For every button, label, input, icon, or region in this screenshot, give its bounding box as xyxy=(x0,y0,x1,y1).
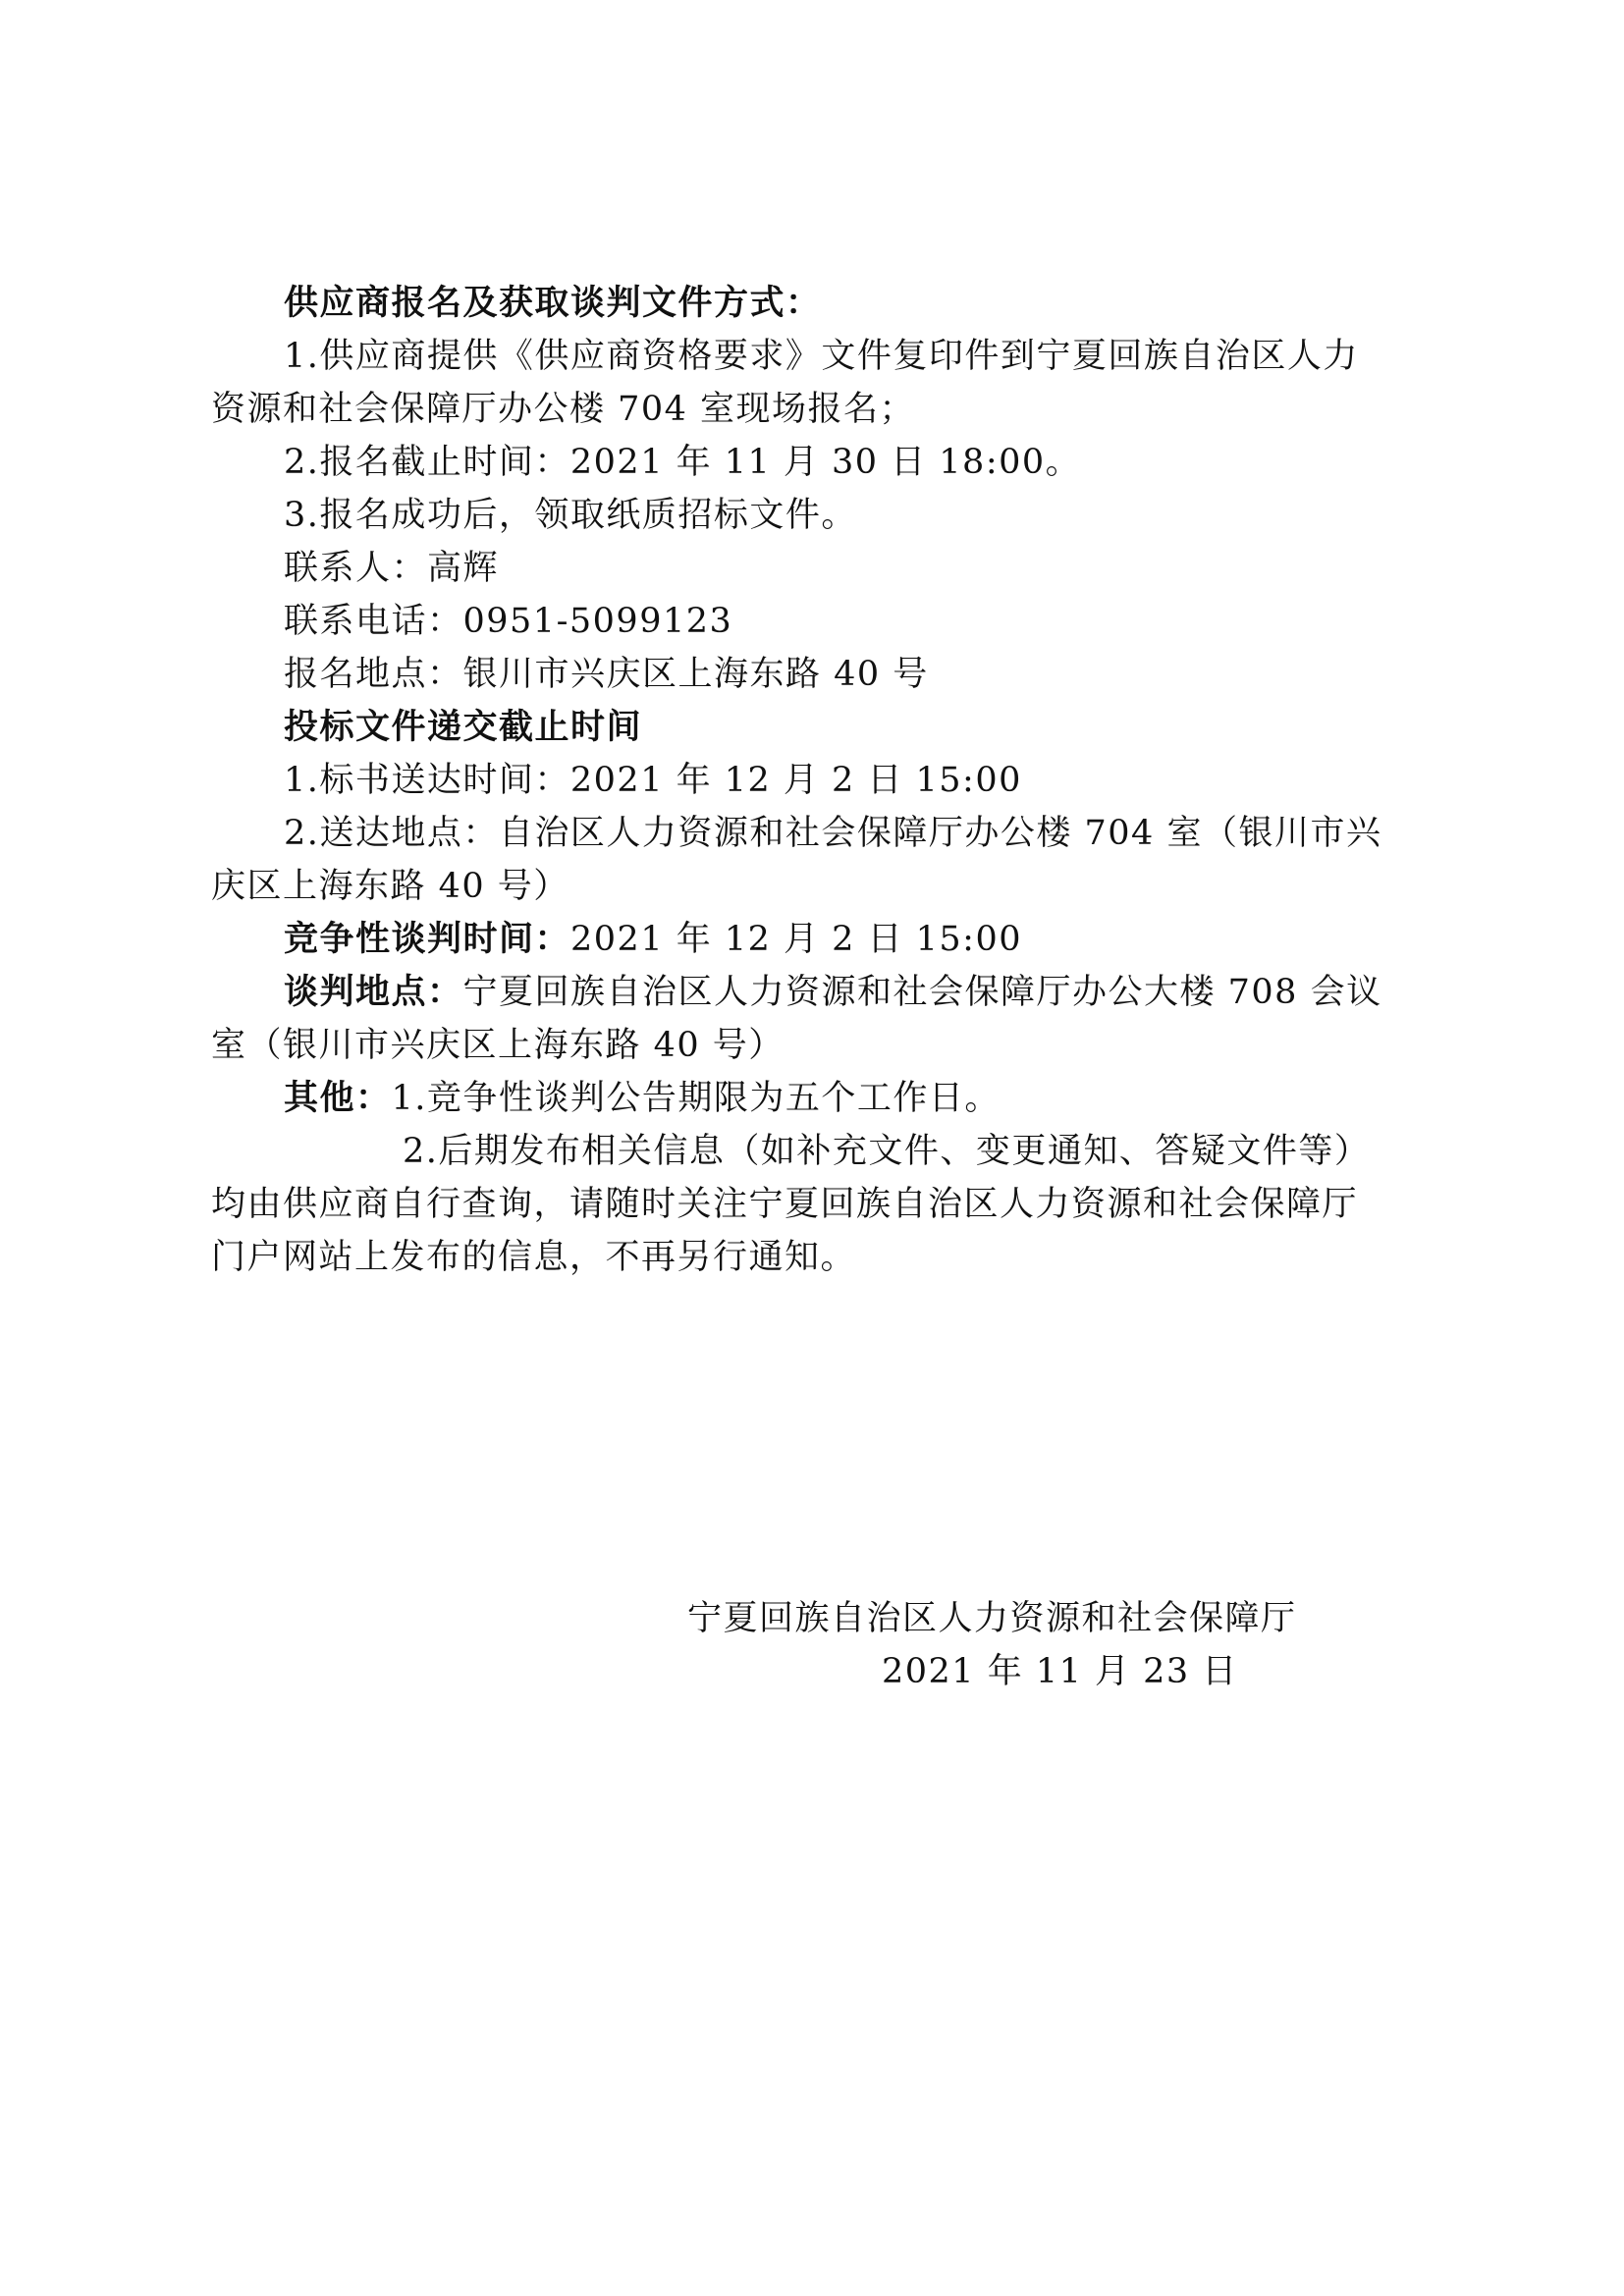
negotiation-place-row xyxy=(211,966,1419,1019)
submission-time: 1.标书送达时间：2021 年 12 月 2 日 15:00 xyxy=(284,761,1022,800)
registration-deadline: 2.报名截止时间：2021 年 11 月 30 日 18:00。 xyxy=(284,443,1082,482)
document-body xyxy=(211,277,1419,1284)
other-row xyxy=(211,1072,1419,1125)
negotiation-place-value-line-2: 室（银川市兴庆区上海东路 40 号） xyxy=(211,1026,785,1065)
negotiation-time-label: 竞争性谈判时间： xyxy=(284,920,571,959)
negotiation-time-value: 2021 年 12 月 2 日 15:00 xyxy=(570,920,1023,959)
registration-item-3: 3.报名成功后，领取纸质招标文件。 xyxy=(284,496,857,535)
other-item-1: 1.竞争性谈判公告期限为五个工作日。 xyxy=(391,1079,1001,1118)
signature-date: 2021 年 11 月 23 日 xyxy=(882,1652,1238,1691)
negotiation-place-value-line-1: 宁夏回族自治区人力资源和社会保障厅办公大楼 708 会议 xyxy=(462,973,1382,1012)
other-item-2-line-3: 门户网站上发布的信息，不再另行通知。 xyxy=(211,1238,857,1277)
negotiation-time-row xyxy=(211,913,1419,966)
signature-organization: 宁夏回族自治区人力资源和社会保障厅 xyxy=(687,1599,1297,1638)
registration-heading: 供应商报名及获取谈判文件方式： xyxy=(284,284,822,323)
signature-block xyxy=(687,1592,1394,1698)
registration-item-1-line-2: 资源和社会保障厅办公楼 704 室现场报名； xyxy=(211,390,916,429)
submission-heading: 投标文件递交截止时间 xyxy=(284,708,643,747)
registration-address: 报名地点：银川市兴庆区上海东路 40 号 xyxy=(284,655,929,694)
other-label: 其他： xyxy=(284,1079,392,1118)
registration-item-1-line-1: 1.供应商提供《供应商资格要求》文件复印件到宁夏回族自治区人力 xyxy=(284,337,1359,376)
negotiation-place-label: 谈判地点： xyxy=(284,973,463,1012)
submission-place-line-1: 2.送达地点：自治区人力资源和社会保障厅办公楼 704 室（银川市兴 xyxy=(284,814,1382,853)
contact-phone: 联系电话：0951-5099123 xyxy=(284,602,733,641)
contact-person: 联系人：高辉 xyxy=(284,549,500,588)
other-item-2-line-2: 均由供应商自行查询，请随时关注宁夏回族自治区人力资源和社会保障厅 xyxy=(211,1185,1359,1224)
other-item-2-line-1: 2.后期发布相关信息（如补充文件、变更通知、答疑文件等） xyxy=(403,1132,1371,1171)
submission-place-line-2: 庆区上海东路 40 号） xyxy=(211,867,569,906)
